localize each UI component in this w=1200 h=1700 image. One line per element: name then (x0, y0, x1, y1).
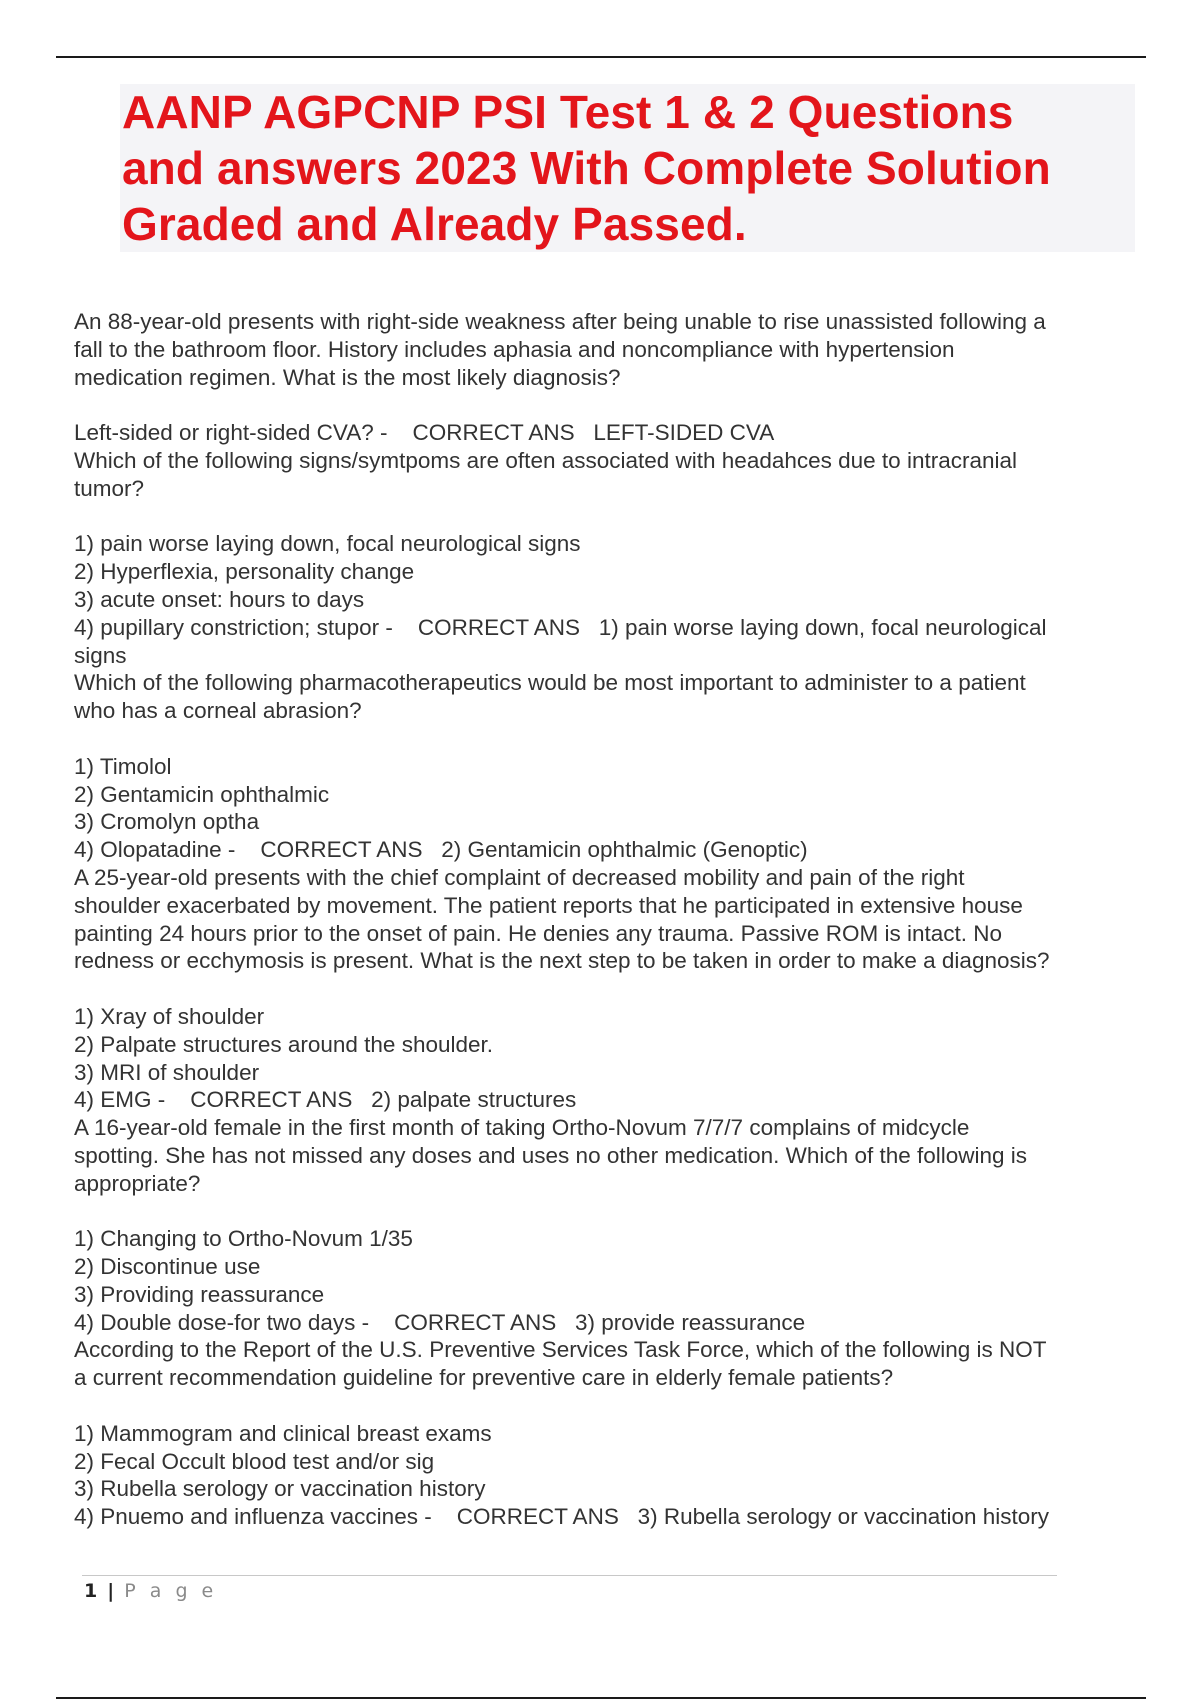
blank-line (74, 1198, 1144, 1226)
text-line: shoulder exacerbated by movement. The patient reports that he participated in extensive house (74, 892, 1023, 918)
text-line: 4) Pnuemo and influenza vaccines - CORRECT ANS 3) Rubella serology or vaccination history (74, 1504, 1050, 1530)
title-line: and answers 2023 With Complete Solution (122, 142, 1051, 194)
text-line: a current recommendation guideline for preventive care in elderly female patients? (74, 1365, 894, 1391)
blank-line (74, 1392, 1144, 1420)
blank-line (74, 725, 1144, 753)
text-line: appropriate? (74, 1170, 201, 1196)
text-line: medication regimen. What is the most likely diagnosis? (74, 364, 621, 390)
text-line: Which of the following pharmacotherapeutics would be most important to administer to a patient (74, 670, 1026, 696)
bottom-rule (56, 1697, 1146, 1699)
text-line: Which of the following signs/symtpoms are often associated with headahces due to intracranial (74, 447, 1018, 473)
text-line: 3) acute onset: hours to days (74, 586, 365, 612)
text-line: 4) EMG - CORRECT ANS 2) palpate structures (74, 1087, 577, 1113)
text-line: An 88-year-old presents with right-side weakness after being unable to rise unassisted following a (74, 309, 1046, 334)
text-line: 1) Changing to Ortho-Novum 1/35 (74, 1226, 413, 1252)
blank-line (74, 975, 1144, 1003)
title-line: Graded and Already Passed. (122, 198, 747, 250)
text-line: 2) Palpate structures around the shoulder. (74, 1031, 494, 1057)
document-title (122, 84, 1132, 252)
text-line: 1) Timolol (74, 753, 172, 779)
text-line: 1) pain worse laying down, focal neurological signs (74, 531, 581, 557)
text-line: 3) MRI of shoulder (74, 1059, 260, 1085)
text-line: According to the Report of the U.S. Preventive Services Task Force, which of the following is NOT (74, 1337, 1047, 1363)
text-line: A 16-year-old female in the first month of taking Ortho-Novum 7/7/7 complains of midcycle (74, 1115, 970, 1141)
text-line: 2) Gentamicin ophthalmic (74, 781, 330, 807)
page-footer (84, 1580, 217, 1602)
page-label: P a g e (124, 1580, 218, 1602)
text-line: 2) Hyperflexia, personality change (74, 559, 415, 585)
text-line: 3) Providing reassurance (74, 1281, 325, 1307)
footer-rule (82, 1575, 1057, 1576)
text-line: 2) Discontinue use (74, 1254, 261, 1280)
text-line: 1) Xray of shoulder (74, 1003, 265, 1029)
text-line: who has a corneal abrasion? (74, 698, 362, 724)
blank-line (74, 391, 1144, 419)
document-body (74, 308, 1144, 1531)
page-number: 1 (84, 1580, 98, 1602)
text-line: 4) pupillary constriction; stupor - CORRECT ANS 1) pain worse laying down, focal neurological (74, 614, 1047, 640)
text-line: Left-sided or right-sided CVA? - CORRECT ANS LEFT-SIDED CVA (74, 420, 775, 446)
blank-line (74, 503, 1144, 531)
text-line: painting 24 hours prior to the onset of pain. He denies any trauma. Passive ROM is intact. No (74, 920, 1002, 946)
text-line: tumor? (74, 475, 145, 501)
text-line: 4) Olopatadine - CORRECT ANS 2) Gentamicin ophthalmic (Genoptic) (74, 837, 808, 863)
top-rule (56, 56, 1146, 58)
text-line: 4) Double dose-for two days - CORRECT ANS 3) provide reassurance (74, 1309, 806, 1335)
footer-separator: | (107, 1580, 115, 1602)
text-line: A 25-year-old presents with the chief complaint of decreased mobility and pain of the right (74, 864, 965, 890)
text-line: redness or ecchymosis is present. What is the next step to be taken in order to make a diagnosis? (74, 948, 1050, 974)
text-line: fall to the bathroom floor. History includes aphasia and noncompliance with hypertension (74, 336, 955, 362)
title-line: AANP AGPCNP PSI Test 1 & 2 Questions (122, 86, 1014, 138)
text-line: 2) Fecal Occult blood test and/or sig (74, 1448, 435, 1474)
text-line: spotting. She has not missed any doses and uses no other medication. Which of the following is (74, 1142, 1028, 1168)
text-line: 3) Rubella serology or vaccination history (74, 1476, 486, 1502)
text-line: 3) Cromolyn optha (74, 809, 260, 835)
text-line: signs (74, 642, 127, 668)
text-line: 1) Mammogram and clinical breast exams (74, 1420, 492, 1446)
